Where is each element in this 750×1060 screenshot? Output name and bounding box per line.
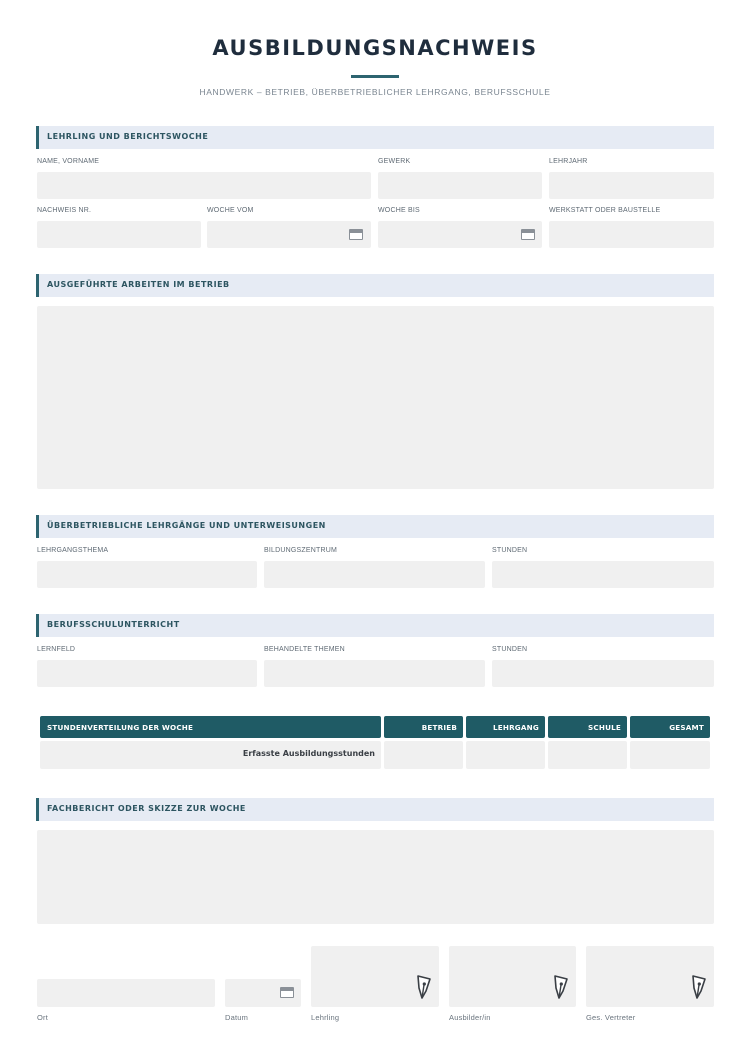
place-field[interactable] [37,979,215,1007]
row-label: Erfasste Ausbildungsstunden [242,749,375,758]
week-from-label: WOCHE VOM [207,207,254,214]
date-label: Datum [225,1013,249,1022]
table-header-company: BETRIEB [384,716,463,738]
calendar-icon[interactable] [280,987,294,998]
week-to-field[interactable] [378,221,542,248]
training-center-field[interactable] [264,561,485,588]
section-title: FACHBERICHT ODER SKIZZE ZUR WOCHE [47,804,246,813]
section-title: LEHRLING UND BERICHTSWOCHE [47,132,209,141]
trainer-signature-label: Ausbilder/in [449,1013,491,1022]
trade-label: GEWERK [378,158,411,165]
trade-field[interactable] [378,172,542,199]
week-to-label: WOCHE BIS [378,207,420,214]
record-no-label: NACHWEIS NR. [37,207,92,214]
week-from-field[interactable] [207,221,371,248]
trainer-signature-box[interactable] [449,946,576,1007]
section-header-school [36,614,714,637]
guardian-signature-box[interactable] [586,946,714,1007]
table-header-course: LEHRGANG [466,716,545,738]
learning-field-field[interactable] [37,660,257,687]
apprentice-signature-box[interactable] [311,946,439,1007]
work-textarea[interactable] [37,306,714,489]
learning-field-label: LERNFELD [37,646,76,653]
section-title: AUSGEFÜHRTE ARBEITEN IM BETRIEB [47,280,230,289]
total-hours-cell[interactable] [630,741,710,769]
school-hours-label: STUNDEN [492,646,528,653]
workshop-field[interactable] [549,221,714,248]
title-divider [351,75,399,78]
section-title: ÜBERBETRIEBLICHE LEHRGÄNGE UND UNTERWEISUNGEN [47,521,326,530]
training-center-label: BILDUNGSZENTRUM [264,547,338,554]
workshop-label: WERKSTATT ODER BAUSTELLE [549,207,661,214]
date-field[interactable] [225,979,301,1007]
course-hours-cell[interactable] [466,741,545,769]
pen-nib-icon [553,974,569,1000]
record-no-field[interactable] [37,221,201,248]
course-topic-label: LEHRGANGSTHEMA [37,547,109,554]
company-hours-cell[interactable] [384,741,463,769]
section-header-apprentice [36,126,714,149]
table-header-distribution: STUNDENVERTEILUNG DER WOCHE [40,716,381,738]
table-header-school: SCHULE [548,716,627,738]
apprentice-signature-label: Lehrling [311,1013,340,1022]
name-field[interactable] [37,172,371,199]
school-hours-cell[interactable] [548,741,627,769]
year-field[interactable] [549,172,714,199]
page-subtitle: HANDWERK – BETRIEB, ÜBERBETRIEBLICHER LEHRGANG, BERUFSSCHULE [199,87,551,97]
calendar-icon[interactable] [521,229,535,240]
school-hours-field[interactable] [492,660,714,687]
place-label: Ort [37,1013,49,1022]
course-hours-label: STUNDEN [492,547,528,554]
year-label: LEHRJAHR [549,158,588,165]
topics-covered-field[interactable] [264,660,485,687]
section-header-work [36,274,714,297]
section-header-report [36,798,714,821]
page-title: AUSBILDUNGSNACHWEIS [212,36,538,60]
calendar-icon[interactable] [349,229,363,240]
pen-nib-icon [416,974,432,1000]
course-topic-field[interactable] [37,561,257,588]
table-header-total: GESAMT [630,716,710,738]
section-header-courses [36,515,714,538]
name-label: NAME, VORNAME [37,158,100,165]
guardian-signature-label: Ges. Vertreter [586,1013,636,1022]
pen-nib-icon [691,974,707,1000]
section-title: BERUFSSCHULUNTERRICHT [47,620,180,629]
report-textarea[interactable] [37,830,714,924]
course-hours-field[interactable] [492,561,714,588]
table-row-label-cell [40,741,381,769]
topics-covered-label: BEHANDELTE THEMEN [264,646,345,653]
